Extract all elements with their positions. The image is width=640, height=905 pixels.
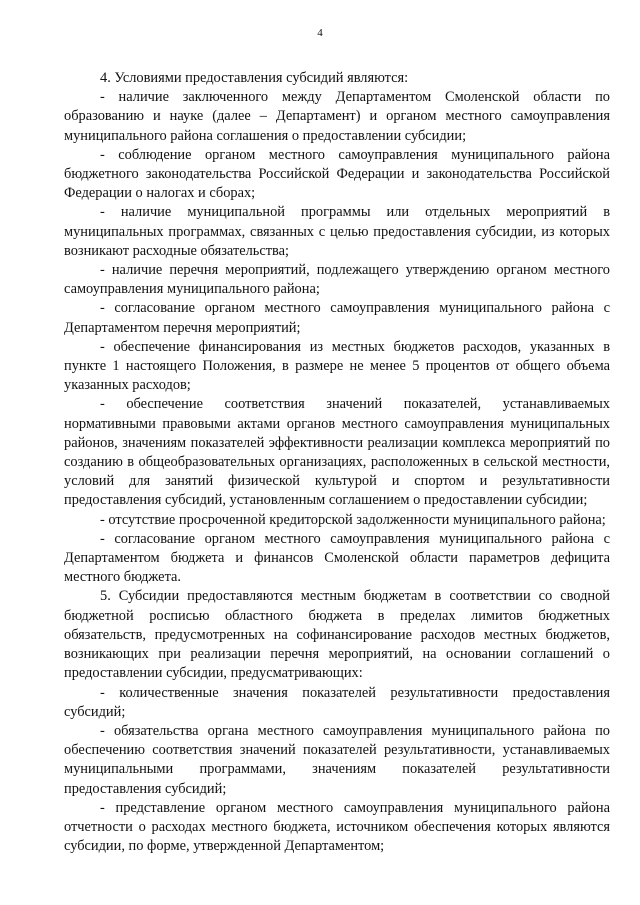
paragraph-condition-indicators: - обеспечение соответствия значений показателей, устанавливаемых нормативными правовыми актами органов местного самоуправления муниципальных районов, значениям показателей эффективности реализации комплекса мероприятий по созданию в общеобразовательных организациях, расположенных в сельской местности, условий для занятий физической культурой и спортом и результативности предоставления субсидий, установленным соглашением о предоставлении субсидии;: [64, 396, 610, 509]
paragraph-condition-deficit-approval: - согласование органом местного самоуправления муниципального района с Департаментом бюджета и финансов Смоленской области параметров дефицита местного бюджета.: [64, 530, 610, 586]
paragraph-condition-agreement: - наличие заключенного между Департаментом Смоленской области по образованию и науке (далее – Департамент) и органом местного самоуправления муниципального района соглашения о предоставлении субсидии;: [64, 89, 610, 144]
paragraph-agreement-reporting: - представление органом местного самоуправления муниципального района отчетности о расходах местного бюджета, источником обеспечения которых являются субсидии, по форме, утвержденной Департаментом;: [64, 799, 610, 855]
document-body: [64, 69, 610, 856]
paragraph-condition-no-debt: - отсутствие просроченной кредиторской задолженности муниципального района;: [100, 511, 606, 528]
paragraph-section-4-heading: 4. Условиями предоставления субсидий являются:: [100, 70, 409, 86]
paragraph-condition-activities-approval: - согласование органом местного самоуправления муниципального района с Департаментом перечня мероприятий;: [64, 300, 610, 336]
paragraph-condition-municipal-program: - наличие муниципальной программы или отдельных мероприятий в муниципальных программах, связанных с целью предоставления субсидии, из которых возникают расходные обязательства;: [64, 204, 610, 259]
paragraph-agreement-indicators: - количественные значения показателей результативности предоставления субсидий;: [64, 684, 610, 720]
paragraph-section-5: 5. Субсидии предоставляются местным бюджетам в соответствии со сводной бюджетной росписью областного бюджета в пределах лимитов бюджетных обязательств, предусмотренных на софинансирование расходов местных бюджетов, возникающих при реализации перечня мероприятий, на основании соглашений о предоставлении субсидии, предусматривающих:: [64, 588, 610, 682]
paragraph-condition-cofinancing: - обеспечение финансирования из местных бюджетов расходов, указанных в пункте 1 настоящего Положения, в размере не менее 5 процентов от общего объема указанных расходов;: [64, 338, 610, 394]
paragraph-condition-activities-list: - наличие перечня мероприятий, подлежащего утверждению органом местного самоуправления муниципального района;: [64, 262, 610, 298]
paragraph-agreement-obligations: - обязательства органа местного самоуправления муниципального района по обеспечению соответствия значений показателей результативности, устанавливаемых муниципальными программами, значениям показателей результативности предоставления субсидий;: [64, 722, 610, 797]
page-number: 4: [317, 27, 323, 39]
paragraph-condition-budget-law: - соблюдение органом местного самоуправления муниципального района бюджетного законодательства Российской Федерации и законодательства Российской Федерации о налогах и сборах;: [64, 146, 610, 202]
